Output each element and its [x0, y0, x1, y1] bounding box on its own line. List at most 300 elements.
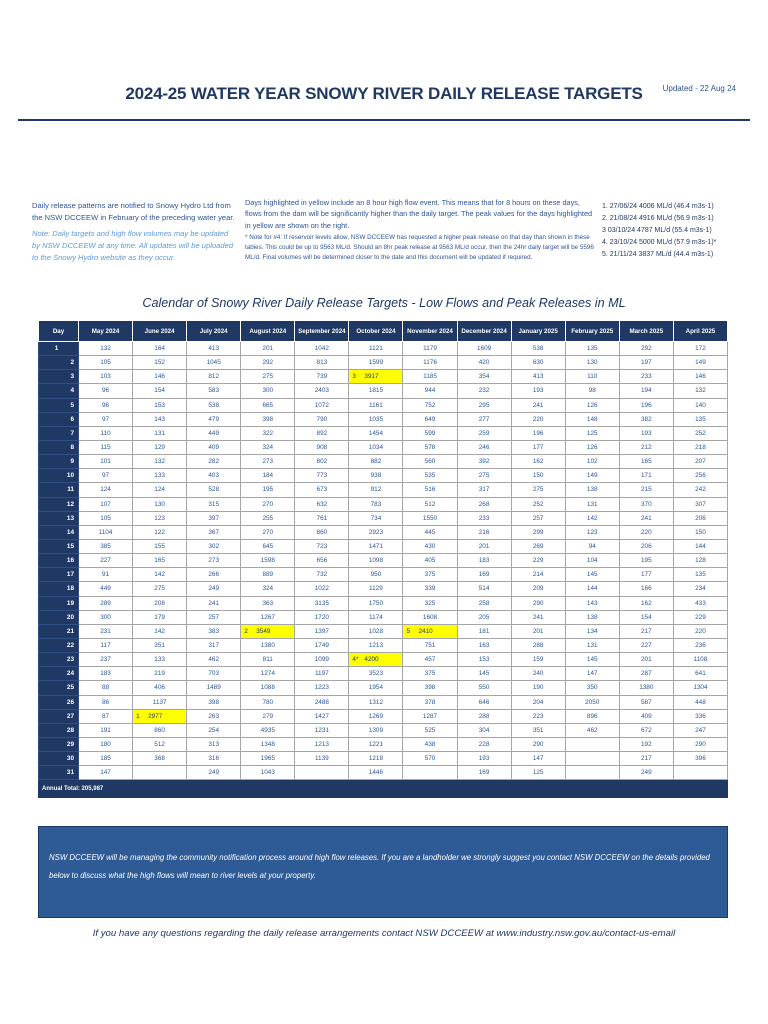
release-cell: 370: [619, 497, 673, 511]
release-cell: 169: [457, 766, 511, 780]
release-cell: 275: [133, 582, 187, 596]
release-cell: 125: [565, 426, 619, 440]
release-cell: 165: [133, 554, 187, 568]
release-cell: 172: [673, 342, 727, 356]
release-cell: 409: [187, 440, 241, 454]
release-cell: 259: [457, 426, 511, 440]
release-cell: 751: [403, 638, 457, 652]
day-number: 26: [39, 695, 79, 709]
release-cell: 560: [403, 455, 457, 469]
release-cell: 587: [619, 695, 673, 709]
release-cell: 153: [133, 398, 187, 412]
release-cell: 1104: [79, 525, 133, 539]
release-cell: 206: [673, 511, 727, 525]
release-cell: 110: [565, 370, 619, 384]
release-cell: 98: [565, 384, 619, 398]
peak-marker: 1: [136, 712, 140, 720]
highlighted-release-cell: [133, 709, 187, 723]
release-cell: 287: [619, 667, 673, 681]
release-cell: 1267: [241, 610, 295, 624]
release-cell: 142: [133, 568, 187, 582]
release-cell: 1042: [295, 342, 349, 356]
peak-item: 2. 21/08/24 4916 ML/d (56.9 m3s-1): [602, 215, 714, 223]
release-cell: 101: [79, 455, 133, 469]
release-cell: 195: [619, 554, 673, 568]
page-title: 2024-25 WATER YEAR SNOWY RIVER DAILY RELEASE TARGETS: [125, 84, 643, 103]
release-cell: 177: [619, 568, 673, 582]
release-cell: 1380: [241, 638, 295, 652]
release-cell: 448: [673, 695, 727, 709]
release-cell: 240: [511, 667, 565, 681]
highlighted-release-cell: [403, 624, 457, 638]
release-cell: 1609: [457, 342, 511, 356]
release-cell: 538: [511, 342, 565, 356]
release-cell: 96: [79, 398, 133, 412]
release-cell: 433: [673, 596, 727, 610]
release-cell: 270: [241, 497, 295, 511]
table-row: [39, 737, 728, 751]
release-cell: 734: [349, 511, 403, 525]
peak-release-list: [602, 201, 752, 261]
release-cell: 135: [673, 568, 727, 582]
release-cell: 196: [511, 426, 565, 440]
day-number: 3: [39, 370, 79, 384]
column-header-month: November 2024: [403, 321, 457, 342]
release-cell: 304: [457, 723, 511, 737]
column-header-month: March 2025: [619, 321, 673, 342]
release-cell: 449: [187, 426, 241, 440]
release-cell: 336: [673, 709, 727, 723]
table-body: [39, 342, 728, 798]
release-cell: 383: [187, 624, 241, 638]
release-cell: 131: [565, 497, 619, 511]
release-cell: 96: [79, 384, 133, 398]
release-cell: 703: [187, 667, 241, 681]
release-cell: 578: [403, 440, 457, 454]
release-cell: 146: [133, 370, 187, 384]
release-cell: 811: [241, 653, 295, 667]
column-header-month: April 2025: [673, 321, 727, 342]
release-cell: 656: [295, 554, 349, 568]
day-number: 7: [39, 426, 79, 440]
release-value: 2977: [148, 712, 163, 720]
release-cell: 1304: [673, 681, 727, 695]
day-number: 12: [39, 497, 79, 511]
release-cell: 135: [565, 342, 619, 356]
release-cell: 289: [79, 596, 133, 610]
table-row: [39, 342, 728, 356]
release-cell: 514: [457, 582, 511, 596]
release-cell: 257: [511, 511, 565, 525]
release-cell: 950: [349, 568, 403, 582]
release-cell: 142: [565, 511, 619, 525]
release-cell: 1274: [241, 667, 295, 681]
release-cell: 1598: [241, 554, 295, 568]
release-cell: 159: [511, 653, 565, 667]
release-cell: 1231: [295, 723, 349, 737]
column-header-month: December 2024: [457, 321, 511, 342]
table-row: [39, 766, 728, 780]
release-cell: 143: [133, 412, 187, 426]
release-cell: 583: [187, 384, 241, 398]
release-cell: 944: [403, 384, 457, 398]
release-cell: 302: [187, 539, 241, 553]
release-cell: 130: [133, 497, 187, 511]
annual-total-fill: [187, 780, 728, 798]
release-cell: 813: [295, 356, 349, 370]
release-cell: 2050: [565, 695, 619, 709]
column-header-month: May 2024: [79, 321, 133, 342]
release-cell: 339: [403, 582, 457, 596]
release-cell: 397: [187, 511, 241, 525]
release-cell: 290: [673, 737, 727, 751]
day-number: 30: [39, 752, 79, 766]
column-header-month: October 2024: [349, 321, 403, 342]
calendar-title: Calendar of Snowy River Daily Release Targets - Low Flows and Peak Releases in ML: [142, 296, 626, 310]
release-cell: 307: [673, 497, 727, 511]
day-number: 28: [39, 723, 79, 737]
release-cell: 208: [133, 596, 187, 610]
release-cell: 216: [457, 525, 511, 539]
release-cell: 241: [511, 398, 565, 412]
release-cell: [673, 766, 727, 780]
release-cell: 147: [565, 667, 619, 681]
release-cell: 144: [673, 539, 727, 553]
day-number: 8: [39, 440, 79, 454]
release-cell: 1045: [187, 356, 241, 370]
release-cell: 146: [673, 370, 727, 384]
release-cell: 1088: [241, 681, 295, 695]
release-cell: 209: [511, 582, 565, 596]
release-cell: 1380: [619, 681, 673, 695]
release-cell: 299: [511, 525, 565, 539]
release-cell: 1750: [349, 596, 403, 610]
day-number: 23: [39, 653, 79, 667]
peak-item: 4. 23/10/24 5000 ML/d (57.9 m3s-1)*: [602, 239, 717, 247]
release-cell: 1312: [349, 695, 403, 709]
release-cell: 149: [673, 356, 727, 370]
release-cell: 290: [511, 596, 565, 610]
release-cell: 147: [79, 766, 133, 780]
release-cell: 1427: [295, 709, 349, 723]
table-row: [39, 525, 728, 539]
release-cell: 220: [673, 624, 727, 638]
day-number: 2: [39, 356, 79, 370]
release-cell: 1749: [295, 638, 349, 652]
release-cell: 723: [295, 539, 349, 553]
release-cell: 535: [403, 469, 457, 483]
release-cell: 1108: [673, 653, 727, 667]
release-cell: 665: [241, 398, 295, 412]
release-cell: 317: [187, 638, 241, 652]
release-cell: 354: [457, 370, 511, 384]
release-cell: 241: [187, 596, 241, 610]
release-cell: 94: [565, 539, 619, 553]
release-cell: 214: [511, 568, 565, 582]
day-number: 25: [39, 681, 79, 695]
release-cell: 1269: [349, 709, 403, 723]
release-cell: 282: [187, 455, 241, 469]
release-cell: 896: [565, 709, 619, 723]
release-cell: 163: [457, 638, 511, 652]
release-cell: 184: [241, 469, 295, 483]
release-cell: 131: [133, 426, 187, 440]
release-cell: 166: [619, 582, 673, 596]
release-value: 4200: [364, 656, 379, 664]
release-cell: 802: [295, 455, 349, 469]
release-cell: 164: [133, 342, 187, 356]
release-cell: 290: [511, 737, 565, 751]
release-cell: 123: [133, 511, 187, 525]
release-cell: 406: [133, 681, 187, 695]
release-cell: 392: [457, 455, 511, 469]
release-cell: 241: [619, 511, 673, 525]
release-cell: 382: [619, 412, 673, 426]
release-cell: 131: [565, 638, 619, 652]
release-cell: 201: [619, 653, 673, 667]
release-cell: 110: [79, 426, 133, 440]
release-cell: 263: [187, 709, 241, 723]
release-cell: 2488: [295, 695, 349, 709]
release-cell: 385: [79, 539, 133, 553]
release-cell: 154: [133, 384, 187, 398]
release-cell: 1397: [295, 624, 349, 638]
release-cell: 115: [79, 440, 133, 454]
release-cell: 462: [565, 723, 619, 737]
release-cell: 462: [187, 653, 241, 667]
release-cell: 405: [403, 554, 457, 568]
community-notice: [38, 826, 728, 918]
table-row: [39, 638, 728, 652]
release-cell: 86: [79, 695, 133, 709]
release-cell: 145: [565, 653, 619, 667]
release-cell: 550: [457, 681, 511, 695]
contact-line: If you have any questions regarding the daily release arrangements contact NSW DCCEEW at www.industry.nsw.gov.au/contact-us-email: [92, 928, 676, 939]
day-number: 27: [39, 709, 79, 723]
release-cell: [133, 766, 187, 780]
release-cell: 233: [457, 511, 511, 525]
release-cell: 445: [403, 525, 457, 539]
release-cell: 229: [673, 610, 727, 624]
release-cell: 201: [511, 624, 565, 638]
release-cell: 227: [79, 554, 133, 568]
release-cell: 516: [403, 483, 457, 497]
release-cell: 645: [241, 539, 295, 553]
release-cell: 538: [187, 398, 241, 412]
release-cell: 266: [187, 568, 241, 582]
release-cell: 315: [187, 497, 241, 511]
table-row: [39, 596, 728, 610]
release-cell: 630: [511, 356, 565, 370]
release-cell: 196: [619, 398, 673, 412]
release-cell: 269: [511, 539, 565, 553]
release-cell: 1608: [403, 610, 457, 624]
release-cell: 129: [133, 440, 187, 454]
table-row: [39, 426, 728, 440]
release-cell: 165: [619, 455, 673, 469]
release-cell: 128: [673, 554, 727, 568]
release-cell: 179: [133, 610, 187, 624]
release-cell: 367: [187, 525, 241, 539]
release-cell: 1221: [349, 737, 403, 751]
peak-marker: 2: [244, 627, 248, 635]
release-cell: 254: [187, 723, 241, 737]
release-cell: 193: [619, 426, 673, 440]
release-cell: 1139: [295, 752, 349, 766]
release-cell: 143: [565, 596, 619, 610]
table-row: [39, 412, 728, 426]
release-cell: 201: [457, 539, 511, 553]
release-cell: 300: [79, 610, 133, 624]
release-cell: 232: [457, 384, 511, 398]
table-row: [39, 709, 728, 723]
release-cell: 398: [241, 412, 295, 426]
release-cell: 246: [457, 440, 511, 454]
release-cell: 761: [295, 511, 349, 525]
peak-4-note: * Note for #4: If reservoir levels allow, NSW DCCEEW has requested a higher peak release on that day than shown in these tables. This could be up to 9563 ML/d. Should an 8hr peak release at 9563 ML/d occur, then the 24hr daily target will be 5596 ML/d. Final volumes will be determined closer to the date and this document will be updated if required.: [245, 233, 594, 262]
release-cell: 132: [79, 342, 133, 356]
release-cell: 860: [133, 723, 187, 737]
updated-date: Updated - 22 Aug 24: [662, 84, 736, 93]
release-cell: 4935: [241, 723, 295, 737]
release-cell: 773: [295, 469, 349, 483]
release-cell: 275: [511, 483, 565, 497]
release-cell: 673: [295, 483, 349, 497]
release-cell: 1223: [295, 681, 349, 695]
peak-marker: 5: [406, 627, 411, 635]
release-cell: 233: [619, 370, 673, 384]
release-cell: 1287: [403, 709, 457, 723]
release-cell: 1720: [295, 610, 349, 624]
release-cell: 1213: [295, 737, 349, 751]
release-cell: 420: [457, 356, 511, 370]
day-number: 19: [39, 596, 79, 610]
release-cell: 215: [619, 483, 673, 497]
release-cell: 375: [403, 667, 457, 681]
release-cell: 632: [295, 497, 349, 511]
release-cell: 1815: [349, 384, 403, 398]
release-cell: 892: [295, 426, 349, 440]
release-cell: 212: [619, 440, 673, 454]
release-cell: 138: [565, 610, 619, 624]
release-cell: 275: [457, 469, 511, 483]
release-cell: 148: [565, 412, 619, 426]
table-row: [39, 440, 728, 454]
release-cell: 103: [79, 370, 133, 384]
release-cell: 1454: [349, 426, 403, 440]
release-cell: 351: [133, 638, 187, 652]
release-cell: 154: [619, 610, 673, 624]
release-cell: 790: [295, 412, 349, 426]
release-cell: 649: [403, 412, 457, 426]
release-value: 3549: [256, 627, 271, 635]
release-cell: 752: [403, 398, 457, 412]
release-cell: 324: [241, 440, 295, 454]
release-cell: 133: [133, 653, 187, 667]
release-cell: 351: [511, 723, 565, 737]
column-header-day: Day: [39, 321, 79, 342]
release-cell: 1137: [133, 695, 187, 709]
day-number: 4: [39, 384, 79, 398]
table-row: [39, 398, 728, 412]
release-cell: 181: [457, 624, 511, 638]
release-cell: 236: [673, 638, 727, 652]
release-cell: 191: [79, 723, 133, 737]
release-cell: 134: [565, 624, 619, 638]
release-cell: 1174: [349, 610, 403, 624]
release-cell: 171: [619, 469, 673, 483]
release-cell: 124: [79, 483, 133, 497]
release-cell: 193: [511, 384, 565, 398]
release-cell: [295, 766, 349, 780]
release-cell: 183: [79, 667, 133, 681]
day-number: 16: [39, 554, 79, 568]
day-number: 22: [39, 638, 79, 652]
release-cell: 195: [241, 483, 295, 497]
release-cell: 229: [511, 554, 565, 568]
release-cell: 204: [511, 695, 565, 709]
release-cell: 153: [457, 653, 511, 667]
release-cell: 125: [511, 766, 565, 780]
column-header-month: February 2025: [565, 321, 619, 342]
release-cell: 363: [241, 596, 295, 610]
release-cell: 378: [403, 695, 457, 709]
release-cell: 1176: [403, 356, 457, 370]
day-number: 31: [39, 766, 79, 780]
release-cell: 234: [673, 582, 727, 596]
notice-text: NSW DCCEEW will be managing the community notification process around high flow releases. If you are a landholder we strongly suggest you contact NSW DCCEEW on the details provided below to discuss what the high flows will mean to river levels at your property.: [49, 853, 710, 881]
table-row: [39, 511, 728, 525]
release-cell: [565, 766, 619, 780]
release-cell: 144: [565, 582, 619, 596]
day-number: 24: [39, 667, 79, 681]
update-note: Note: Daily targets and high flow volumes may be updated by NSW DCCEEW at any time. All updates will be uploaded to the Snowy Hydro website as they occur.: [32, 228, 234, 263]
release-cell: 223: [511, 709, 565, 723]
release-cell: 512: [403, 497, 457, 511]
day-number: 5: [39, 398, 79, 412]
peak-item: 3 03/10/24 4787 ML/d (55.4 m3s-1): [602, 227, 712, 235]
release-cell: 249: [187, 766, 241, 780]
release-cell: 1179: [403, 342, 457, 356]
release-cell: 249: [187, 582, 241, 596]
release-cell: 255: [241, 511, 295, 525]
release-cell: 169: [457, 568, 511, 582]
release-cell: 194: [619, 384, 673, 398]
release-cell: 1099: [295, 653, 349, 667]
release-cell: 317: [457, 483, 511, 497]
table-row: [39, 497, 728, 511]
table-row: [39, 384, 728, 398]
release-cell: 145: [457, 667, 511, 681]
release-cell: 1965: [241, 752, 295, 766]
release-cell: 147: [511, 752, 565, 766]
release-cell: 275: [241, 370, 295, 384]
release-cell: 1599: [349, 356, 403, 370]
release-cell: 97: [79, 412, 133, 426]
release-table: [38, 320, 728, 798]
release-cell: 217: [619, 752, 673, 766]
release-cell: 192: [619, 737, 673, 751]
release-cell: 193: [457, 752, 511, 766]
release-cell: 138: [565, 483, 619, 497]
release-cell: 256: [673, 469, 727, 483]
title-divider: [18, 119, 750, 121]
highlighted-release-cell: [349, 370, 403, 384]
release-cell: 1022: [295, 582, 349, 596]
release-cell: 300: [241, 384, 295, 398]
release-cell: [565, 752, 619, 766]
release-cell: 145: [565, 568, 619, 582]
